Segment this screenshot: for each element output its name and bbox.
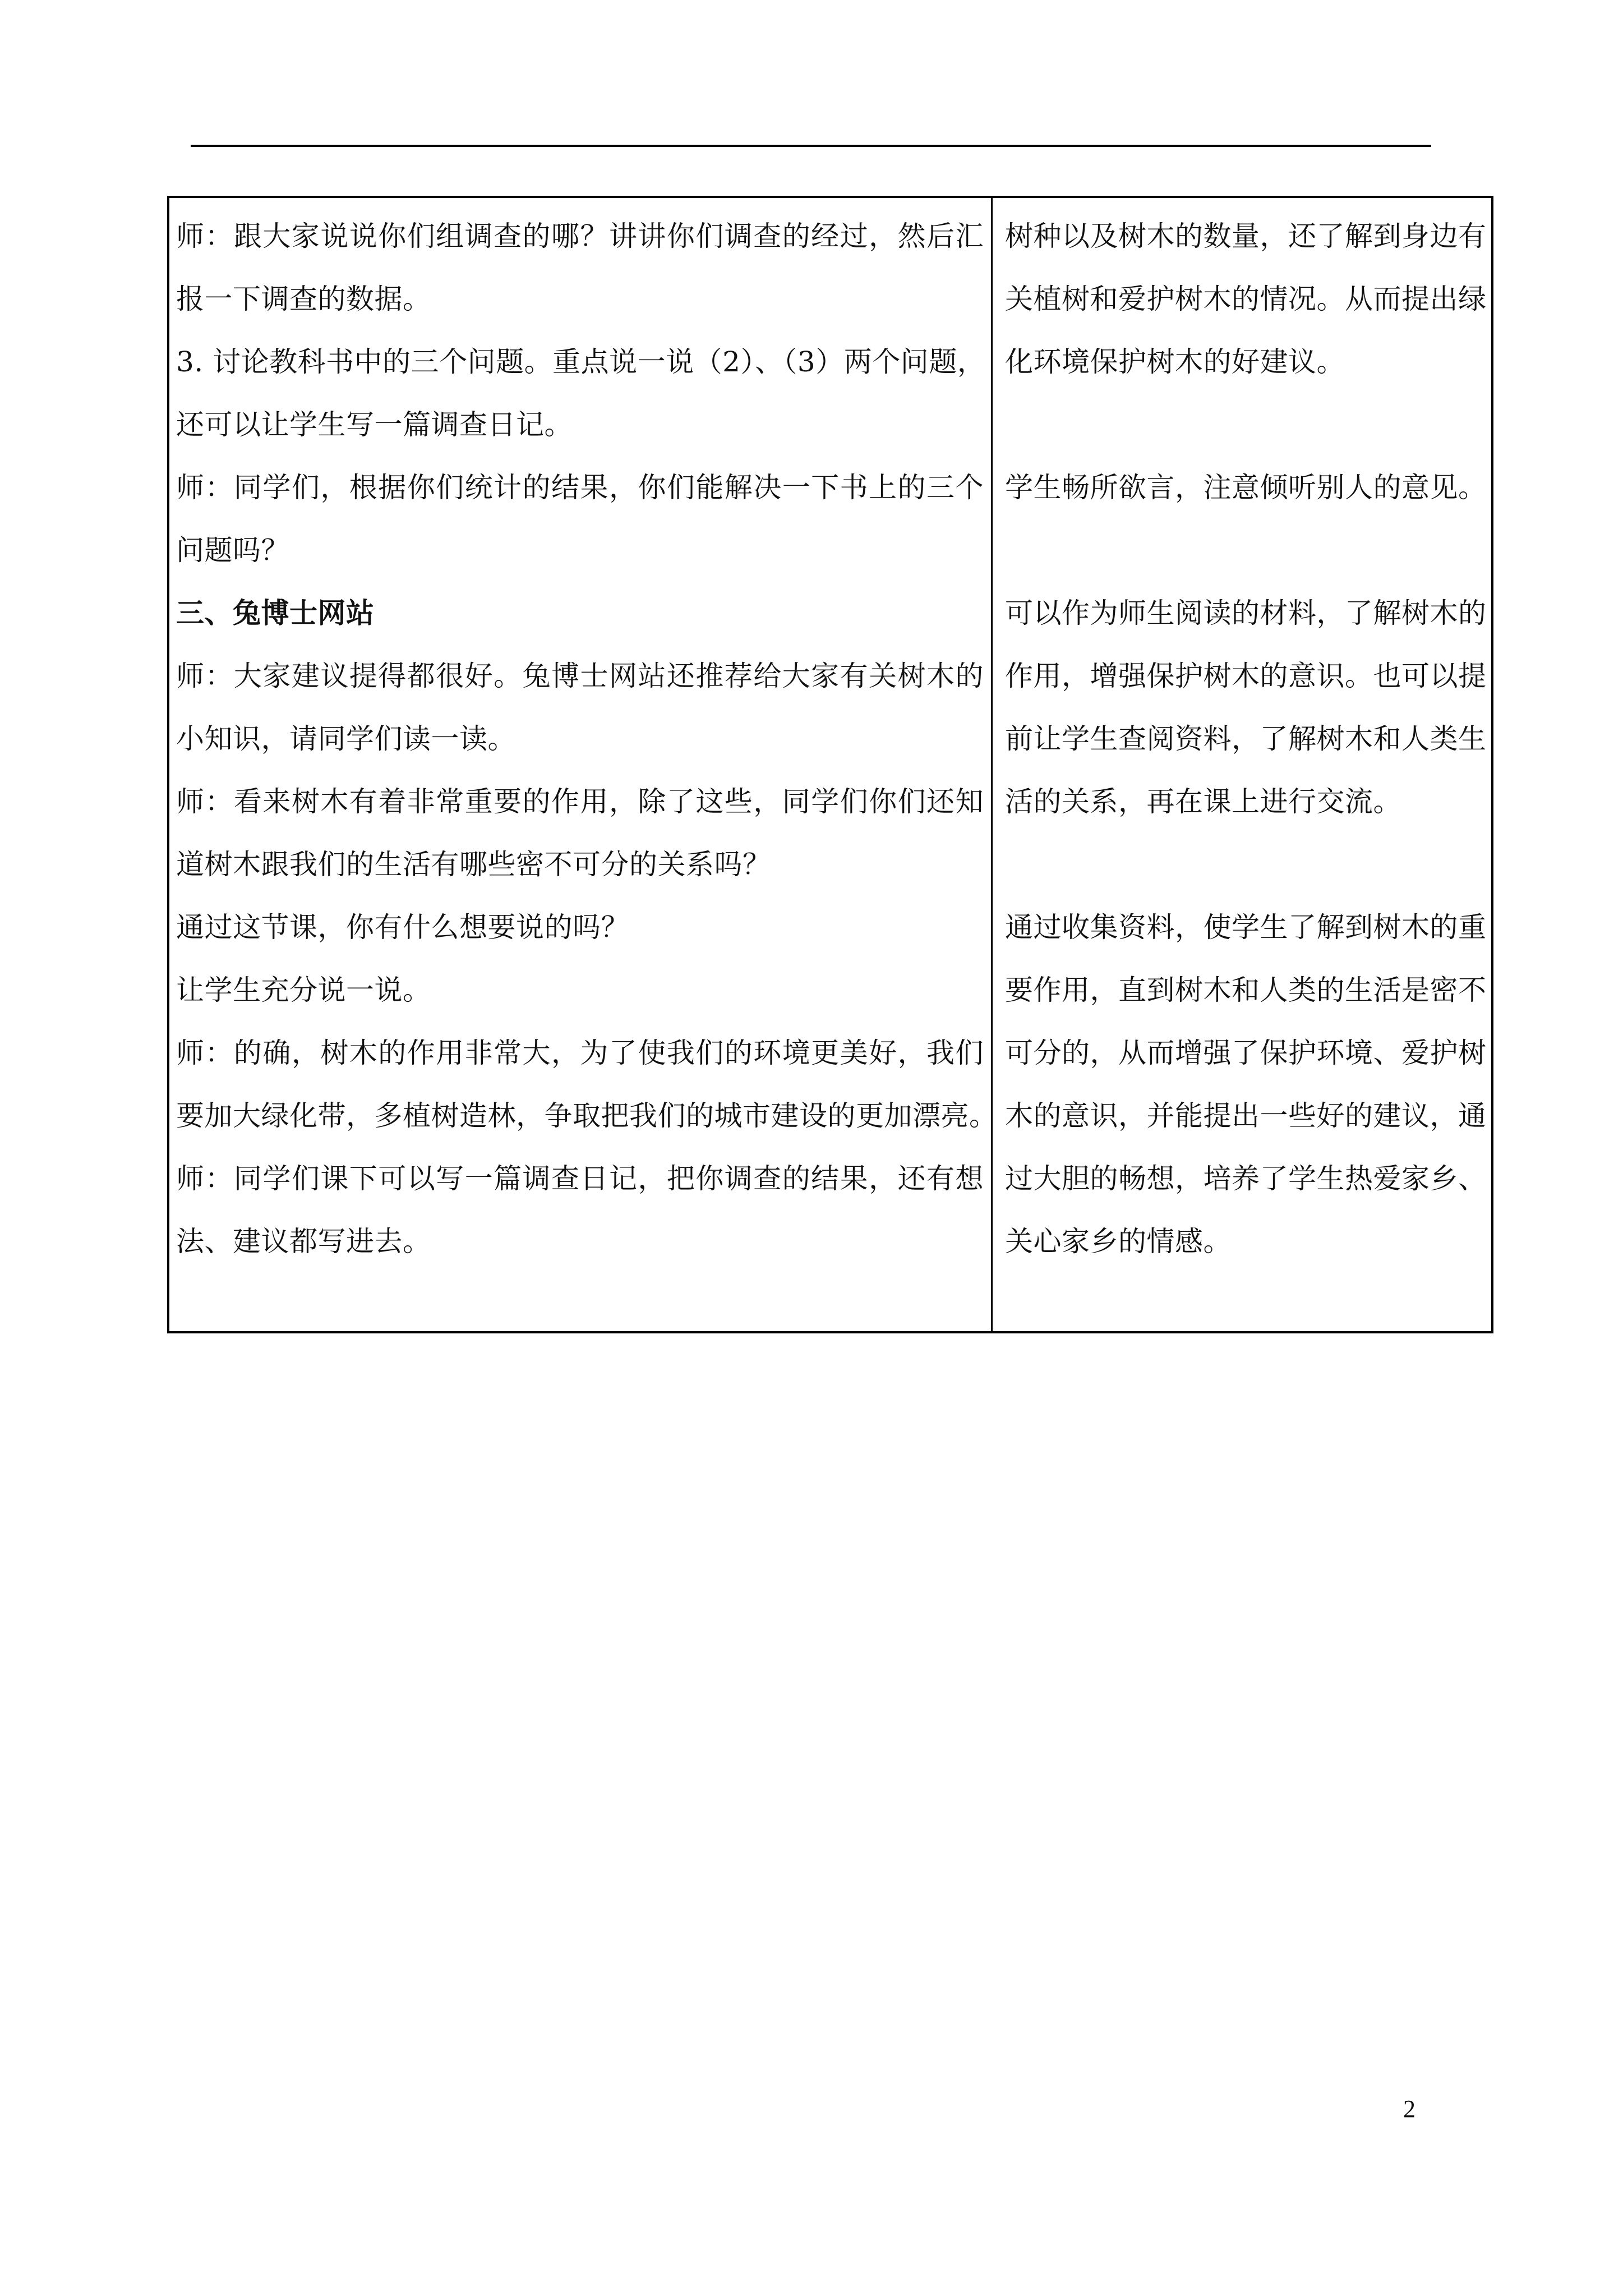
text-line: 报一下调查的数据。 <box>176 283 431 315</box>
text-line: 作用，增强保护树木的意识。也可以提 <box>1005 660 1487 692</box>
lesson-table <box>167 196 1493 1333</box>
text-line: 关植树和爱护树木的情况。从而提出绿 <box>1005 283 1487 315</box>
text-line: 木的意识，并能提出一些好的建议，通 <box>1005 1099 1487 1132</box>
text-line: 师：看来树木有着非常重要的作用，除了这些，同学们你们还知 <box>176 785 984 818</box>
text-line: 前让学生查阅资料，了解树木和人类生 <box>1005 723 1487 755</box>
text-line: 可以作为师生阅读的材料，了解树木的 <box>1005 597 1487 629</box>
text-line: 道树木跟我们的生活有哪些密不可分的关系吗？ <box>176 848 771 881</box>
text-line: 让学生充分说一说。 <box>176 974 431 1006</box>
text-line: 师：大家建议提得都很好。兔博士网站还推荐给大家有关树木的 <box>176 660 984 692</box>
text-line: 还可以让学生写一篇调查日记。 <box>176 408 573 441</box>
text-line: 活的关系，再在课上进行交流。 <box>1005 785 1401 818</box>
text-line: 学生畅所欲言，注意倾听别人的意见。 <box>1005 471 1487 504</box>
column-divider <box>991 198 993 1331</box>
text-line: 小知识，请同学们读一读。 <box>176 723 516 755</box>
section-heading: 三、兔博士网站 <box>176 596 375 629</box>
text-line: 关心家乡的情感。 <box>1005 1225 1232 1258</box>
text-line: 法、建议都写进去。 <box>176 1225 431 1258</box>
text-line: 问题吗？ <box>176 534 289 567</box>
text-line: 树种以及树木的数量，还了解到身边有 <box>1005 220 1487 252</box>
text-line: 师：的确，树木的作用非常大，为了使我们的环境更美好，我们 <box>176 1037 984 1069</box>
text-line: 师：同学们，根据你们统计的结果，你们能解决一下书上的三个 <box>176 471 984 504</box>
text-line: 化环境保护树木的好建议。 <box>1005 346 1345 378</box>
text-line: 通过收集资料，使学生了解到树木的重 <box>1005 911 1487 944</box>
text-line: 3. 讨论教科书中的三个问题。重点说一说（2）、（3）两个问题， <box>176 346 986 378</box>
text-line: 师：跟大家说说你们组调查的哪？讲讲你们调查的经过，然后汇 <box>176 220 984 252</box>
text-line: 可分的，从而增强了保护环境、爱护树 <box>1005 1037 1487 1069</box>
text-line: 要作用，直到树木和人类的生活是密不 <box>1005 974 1487 1006</box>
text-line: 要加大绿化带，多植树造林，争取把我们的城市建设的更加漂亮。 <box>176 1099 998 1132</box>
text-line: 过大胆的畅想，培养了学生热爱家乡、 <box>1005 1162 1487 1195</box>
header-rule <box>191 145 1431 147</box>
text-line: 通过这节课，你有什么想要说的吗？ <box>176 911 629 944</box>
page-number: 2 <box>1403 2095 1415 2123</box>
text-line: 师：同学们课下可以写一篇调查日记，把你调查的结果，还有想 <box>176 1162 984 1195</box>
